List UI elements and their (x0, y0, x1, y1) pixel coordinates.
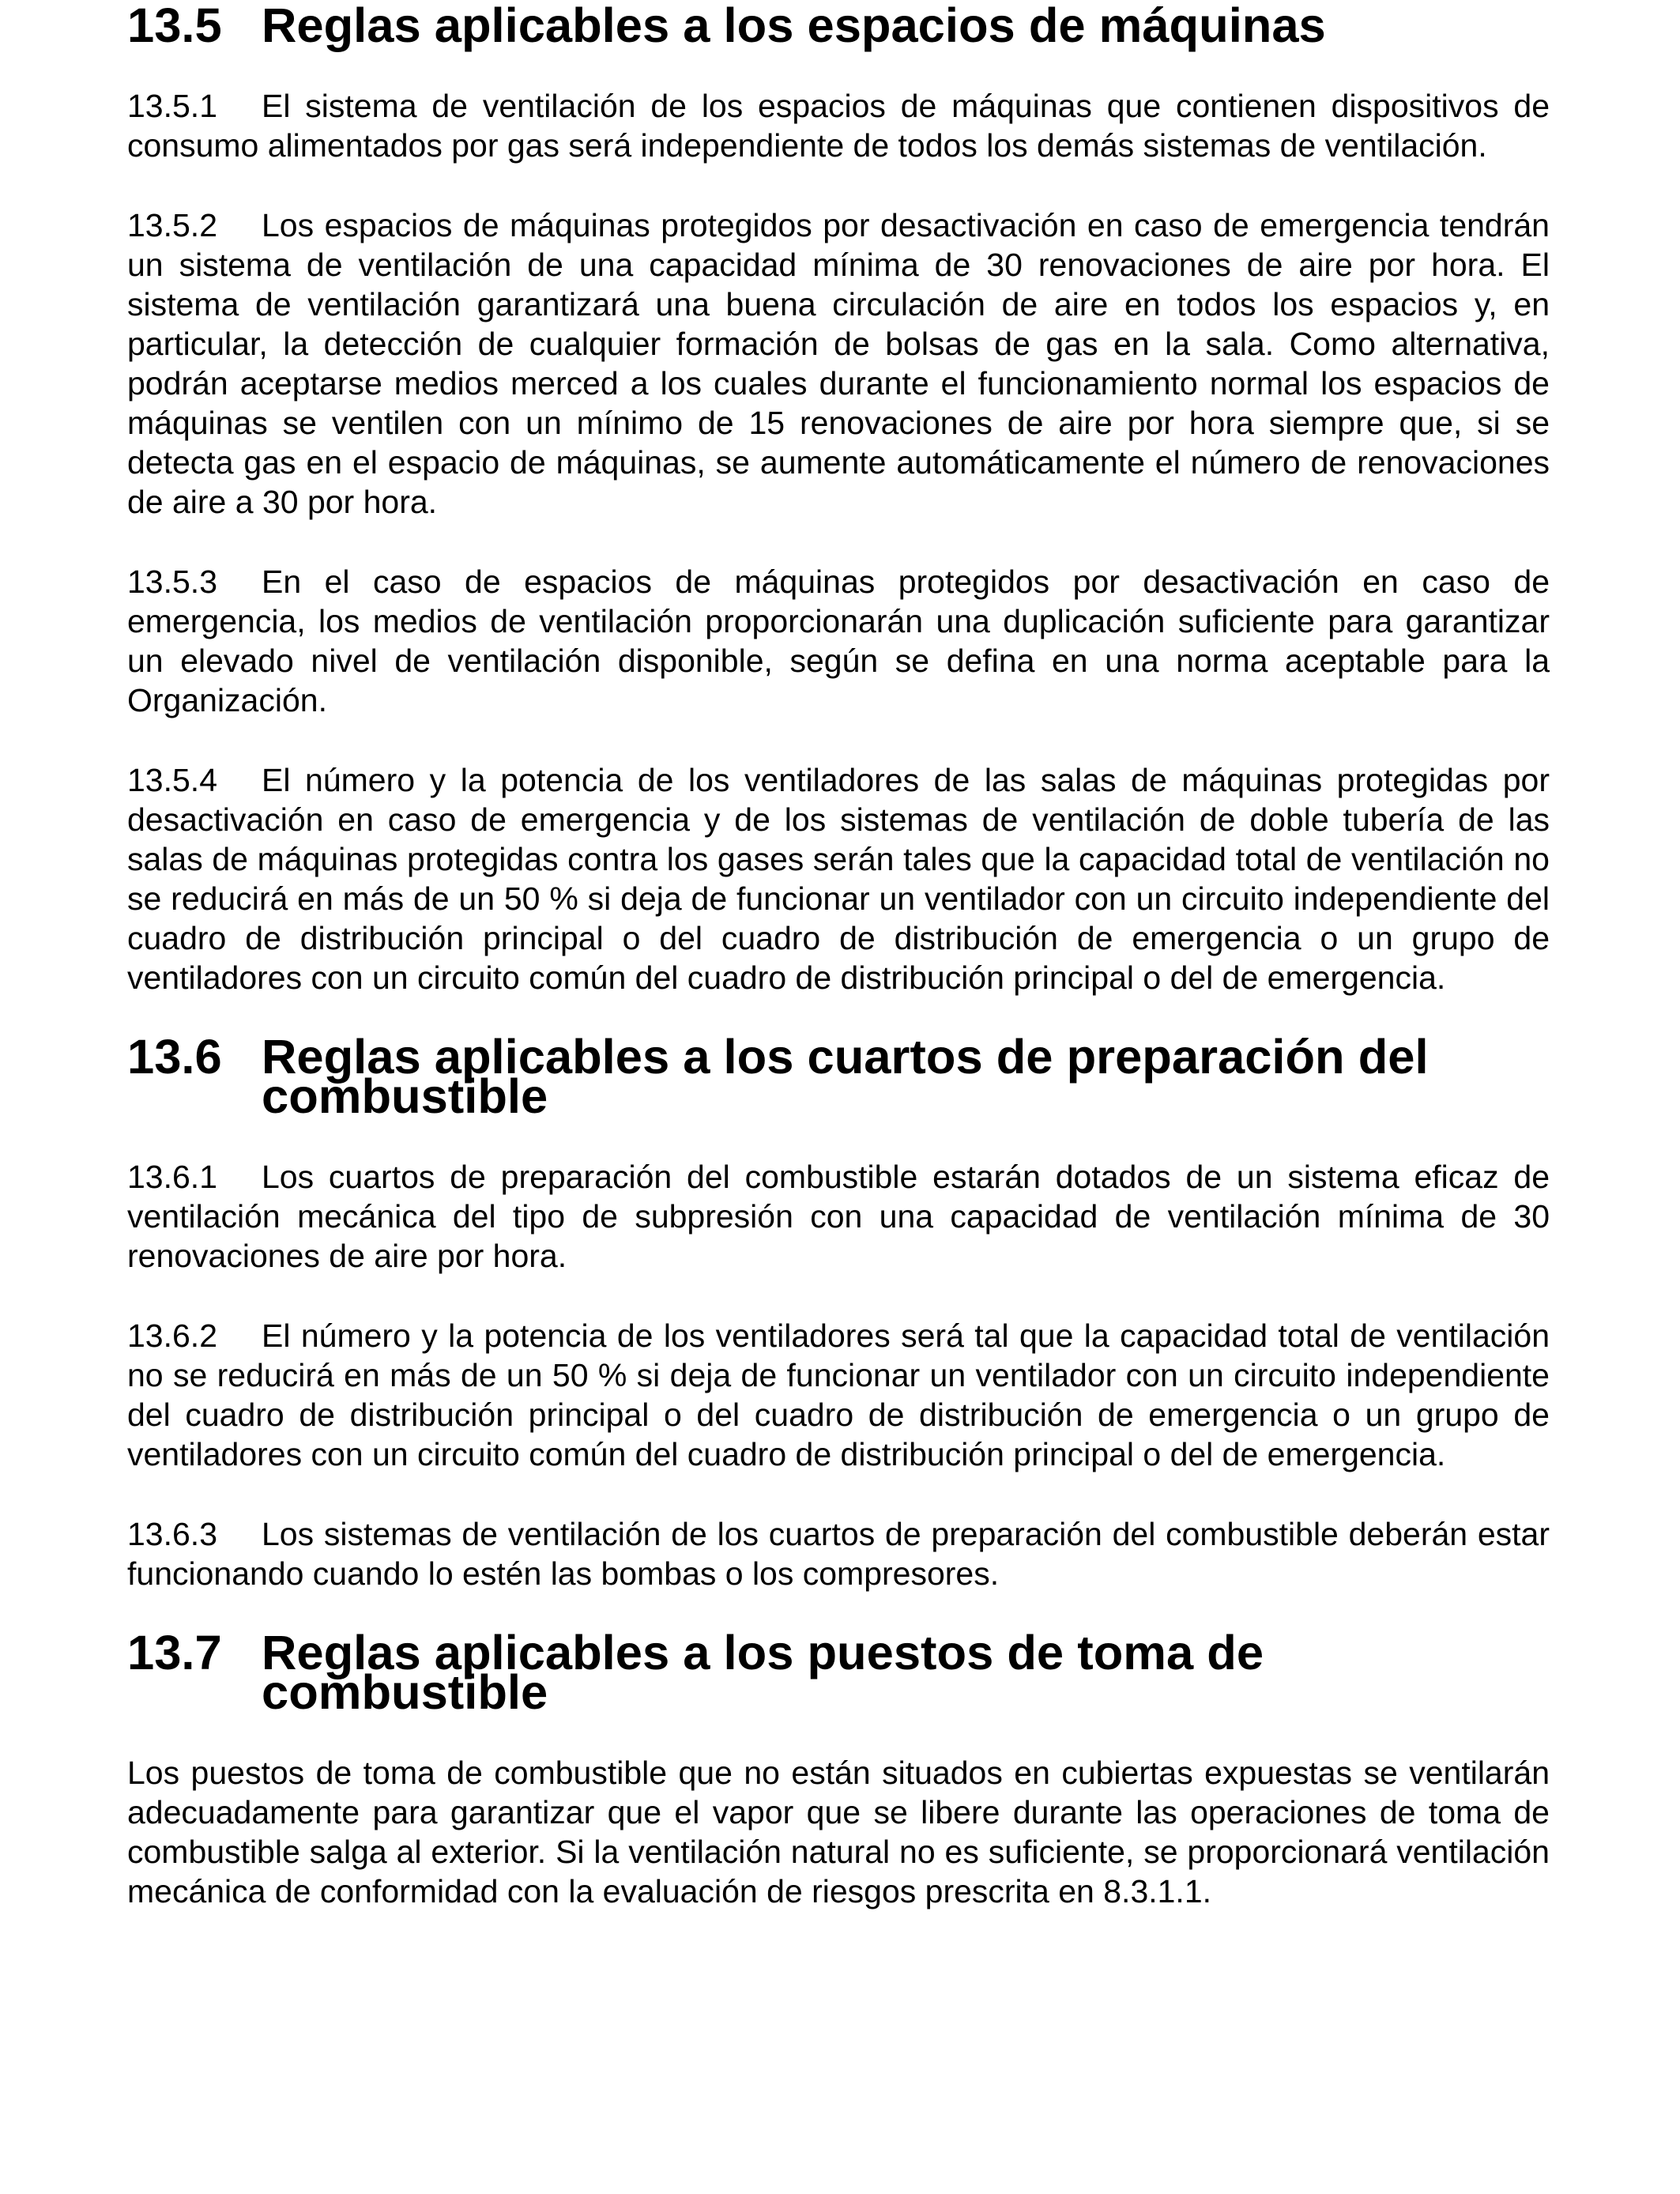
section-heading (127, 1030, 1550, 1124)
paragraph (127, 760, 1550, 997)
section-heading (127, 1626, 1550, 1720)
section-number: 13.6 (127, 1030, 222, 1084)
paragraph (127, 1157, 1550, 1276)
paragraph-number: 13.5.3 (127, 564, 217, 600)
paragraph-number: 13.6.1 (127, 1159, 217, 1195)
section-number: 13.7 (127, 1626, 222, 1680)
paragraph-number: 13.6.3 (127, 1516, 217, 1552)
paragraph (127, 86, 1550, 165)
section-number: 13.5 (127, 0, 222, 53)
paragraph-text: El número y la potencia de los ventiladores será tal que la capacidad total de ventilación no se reducirá en más de un 50 % si deja de funcionar un ventilador con un circuito independiente del cuadro de distribución principal o del cuadro de distribución de emergencia o un grupo de ventiladores con un circuito común del cuadro de distribución principal o del de emergencia. (127, 1318, 1550, 1472)
paragraph-text: Los espacios de máquinas protegidos por desactivación en caso de emergencia tendrán un sistema de ventilación de una capacidad mínima de 30 renovaciones de aire por hora. El sistema de ventilación garantizará una buena circulación de aire en todos los espacios y, en particular, la detección de cualquier formación de bolsas de gas en la sala. Como alternativa, podrán aceptarse medios merced a los cuales durante el funcionamiento normal los espacios de máquinas se ventilen con un mínimo de 15 renovaciones de aire por hora siempre que, si se detecta gas en el espacio de máquinas, se aumente automáticamente el número de renovaciones de aire a 30 por hora. (127, 207, 1550, 520)
paragraph-number: 13.5.4 (127, 762, 217, 798)
paragraph-text: Los cuartos de preparación del combustible estarán dotados de un sistema eficaz de ventilación mecánica del tipo de subpresión con una capacidad de ventilación mínima de 30 renovaciones de aire por hora. (127, 1159, 1550, 1274)
section-heading (127, 0, 1550, 53)
paragraph-text: El número y la potencia de los ventiladores de las salas de máquinas protegidas por desactivación en caso de emergencia y de los sistemas de ventilación de doble tubería de las salas de máquinas protegidas contra los gases serán tales que la capacidad total de ventilación no se reducirá en más de un 50 % si deja de funcionar un ventilador con un circuito independiente del cuadro de distribución principal o del cuadro de distribución de emergencia o un grupo de ventiladores con un circuito común del cuadro de distribución principal o del de emergencia. (127, 762, 1550, 996)
section-title: Reglas aplicables a los puestos de toma de combustible (262, 1626, 1264, 1720)
paragraph-number: 13.5.1 (127, 88, 217, 124)
paragraph-text: Los puestos de toma de combustible que no están situados en cubiertas expuestas se ventilarán adecuadamente para garantizar que el vapor que se libere durante las operaciones de toma de combustible salga al exterior. Si la ventilación natural no es suficiente, se proporcionará ventilación mecánica de conformidad con la evaluación de riesgos prescrita en 8.3.1.1. (127, 1755, 1550, 1909)
paragraph-text: En el caso de espacios de máquinas protegidos por desactivación en caso de emergencia, los medios de ventilación proporcionarán una duplicación suficiente para garantizar un elevado nivel de ventilación disponible, según se defina en una norma aceptable para la Organización. (127, 564, 1550, 718)
paragraph-number: 13.6.2 (127, 1318, 217, 1354)
paragraph (127, 1753, 1550, 1911)
paragraph-text: El sistema de ventilación de los espacios de máquinas que contienen dispositivos de consumo alimentados por gas será independiente de todos los demás sistemas de ventilación. (127, 88, 1550, 164)
paragraph (127, 1514, 1550, 1593)
section-title: Reglas aplicables a los cuartos de preparación del combustible (262, 1030, 1429, 1124)
section-title: Reglas aplicables a los espacios de máquinas (262, 0, 1326, 53)
paragraph-number: 13.5.2 (127, 207, 217, 243)
document-page (127, 0, 1550, 1911)
paragraph (127, 205, 1550, 522)
paragraph-text: Los sistemas de ventilación de los cuartos de preparación del combustible deberán estar funcionando cuando lo estén las bombas o los compresores. (127, 1516, 1550, 1592)
paragraph (127, 562, 1550, 720)
paragraph (127, 1316, 1550, 1474)
